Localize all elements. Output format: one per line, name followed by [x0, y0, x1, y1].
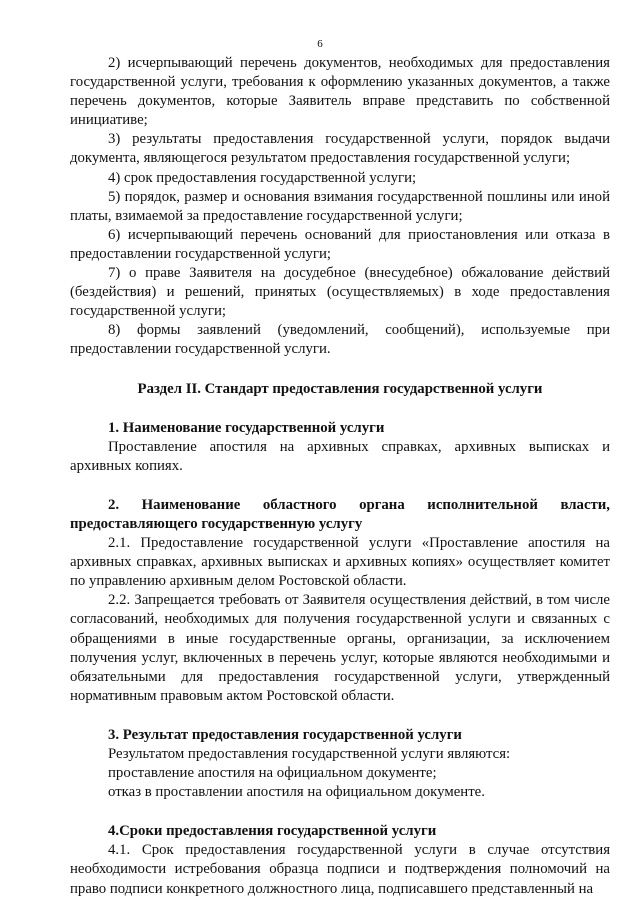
- paragraph: Результатом предоставления государственной услуги являются:: [108, 746, 511, 762]
- paragraph: Проставление апостиля на архивных справках, архивных выписках и архивных копиях.: [70, 438, 610, 474]
- paragraph: отказ в проставлении апостиля на официальном документе.: [108, 784, 485, 801]
- list-item: 6) исчерпывающий перечень оснований для приостановления или отказа в предоставлении государственной услуги;: [70, 226, 610, 262]
- paragraph: проставление апостиля на официальном документе;: [108, 765, 437, 782]
- section-title: Раздел II. Стандарт предоставления государственной услуги: [137, 380, 543, 397]
- list-item: 7) о праве Заявителя на досудебное (внесудебное) обжалование действий (бездействия) и решений, принятых (осуществляемых) в ходе предоставления государственной услуги;: [70, 265, 610, 320]
- paragraph: 2.1. Предоставление государственной услуги «Проставление апостиля на архивных справках, архивных выписках и архивных копиях» осуществляет комитет по управлению архивным делом Ростовской области.: [70, 535, 610, 590]
- subsection-heading-3: 3. Результат предоставления государственной услуги: [108, 726, 462, 743]
- list-item: 5) порядок, размер и основания взимания государственной пошлины или иной платы, взимаемой за предоставление государственной услуги;: [70, 188, 610, 224]
- paragraph: 2.2. Запрещается требовать от Заявителя осуществления действий, в том числе согласований, необходимых для получения государственной услуги и связанных с обращениями в иные государственные органы, организации, за исключением получения услуг, включенных в перечень услуг, которые являются необходимыми и обязательными для предоставления государственной услуги, утвержденный нормативным правовым актом Ростовской области.: [70, 592, 610, 704]
- subsection-heading-1: 1. Наименование государственной услуги: [108, 419, 385, 436]
- list-item: 3) результаты предоставления государственной услуги, порядок выдачи документа, являющегося результатом предоставления государственной услуги;: [70, 131, 610, 167]
- document-body: [70, 54, 610, 899]
- subsection-heading-4: 4.Сроки предоставления государственной услуги: [108, 823, 437, 840]
- paragraph: 4.1. Срок предоставления государственной услуги в случае отсутствия необходимости истребования образца подписи и подтверждения полномочий на право подписи конкретного должностного лица, подписавшего представленный на: [70, 842, 610, 897]
- list-item: 2) исчерпывающий перечень документов, необходимых для предоставления государственной услуги, требования к оформлению указанных документов, а также перечень документов, которые Заявитель вправе представить по собственной инициативе;: [70, 55, 610, 129]
- list-item: 8) формы заявлений (уведомлений, сообщений), используемые при предоставлении государственной услуги.: [70, 322, 610, 358]
- subsection-heading-2: 2. Наименование областного органа исполнительной власти, предоставляющего государственную услугу: [70, 496, 610, 532]
- page-number: 6: [317, 38, 323, 50]
- list-item: 4) срок предоставления государственной услуги;: [108, 169, 417, 186]
